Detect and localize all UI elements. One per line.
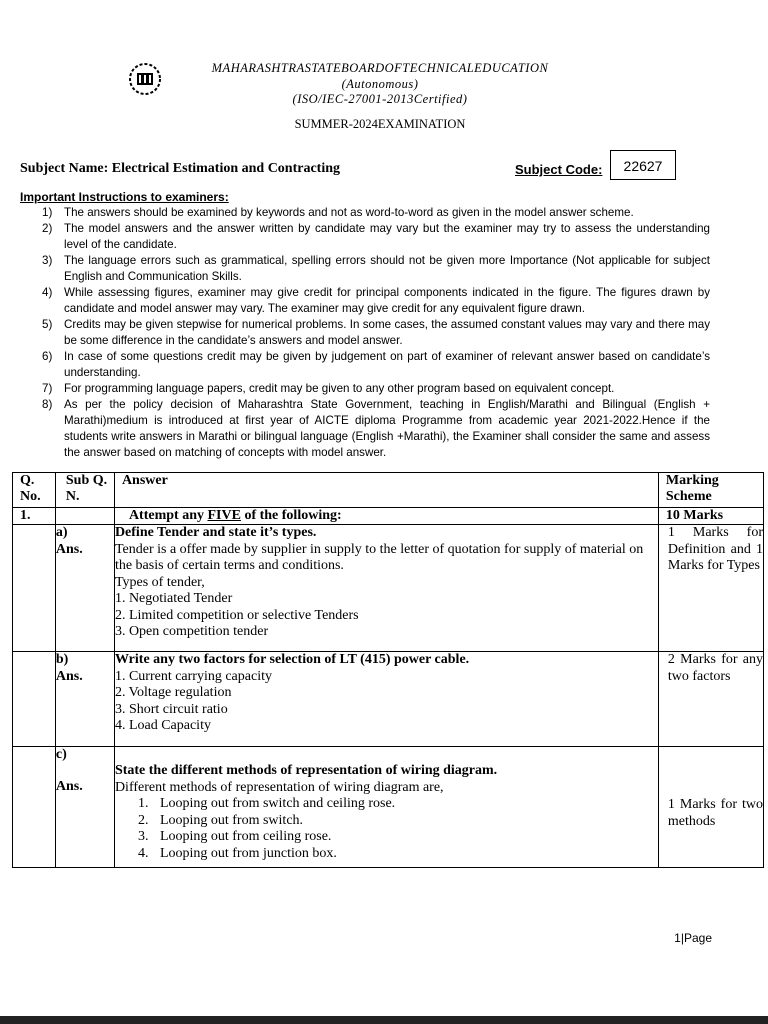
subject-name: Subject Name: Electrical Estimation and Contracting [20, 161, 341, 176]
section-marks: 10 Marks [658, 508, 763, 525]
instruction-item: 6) In case of some questions credit may be given by judgement on part of examiner of relevant answer based on candidate’s understanding. [42, 350, 710, 379]
answer-b: Write any two factors for selection of LT (415) power cable. 1. Current carrying capacity 2. Voltage regulation 3. Short circuit ratio 4. Load Capacity [114, 652, 658, 747]
instruction-item: 1) The answers should be examined by keywords and not as word-to-word as given in the model answer scheme. [42, 206, 634, 219]
list-item: 4. Looping out from junction box. [137, 845, 337, 861]
msbte-logo [128, 62, 162, 96]
instruction-item: 7) For programming language papers, credit may be given to any other program based on equivalent concept. [42, 382, 615, 395]
marking-c: 1 Marks for two methods [658, 747, 763, 868]
list-item: 1. Looping out from switch and ceiling rose. [137, 796, 396, 811]
instruction-item: 5) Credits may be given stepwise for numerical problems. In some cases, the assumed constant values may vary and there may be some difference in the candidate’s answers and model answer. [42, 318, 710, 347]
autonomous-label: (Autonomous) [341, 77, 419, 91]
subject-code-label: Subject Code: [515, 162, 603, 177]
instructions-list [20, 205, 710, 461]
question-b: Write any two factors for selection of LT (415) power cable. [114, 652, 470, 667]
question-row-a [13, 525, 764, 652]
marking-b: 2 Marks for any two factors [658, 652, 763, 747]
marking-a: 1 Marks for Definition and 1 Marks for Types [658, 525, 763, 652]
section-q-no: 1. [13, 508, 56, 525]
sub-label-a: a) Ans. [55, 525, 114, 652]
exam-title: SUMMER-2024EXAMINATION [294, 117, 466, 131]
header-marking: Marking Scheme [658, 473, 763, 508]
answer-a: Define Tender and state it’s types. Tender is a offer made by supplier in supply to the letter of quotation for supply of material on the basis of certain terms and conditions. Types of tender, 1. Negotiated Tender 2. Limited competition or selective Tenders 3. Open competition tender [114, 525, 658, 652]
methods-list [115, 796, 658, 862]
table-header-row [13, 473, 764, 508]
answer-table [12, 472, 764, 868]
question-row-c [13, 747, 764, 868]
sub-label-b: b) Ans. [55, 652, 114, 747]
question-c: State the different methods of representation of wiring diagram. [114, 763, 498, 778]
instruction-item: 8) As per the policy decision of Maharashtra State Government, teaching in English/Marathi and Bilingual (English + Marathi)medium is introduced at first year of AICTE diploma Programme from academic year 2021-2022.Hence if the students write answers in Marathi or bilingual language (English +Marathi), the Examiner shall consider the same and assess the answer based on matching of concepts with model answer. [42, 398, 710, 459]
board-name: MAHARASHTRASTATEBOARDOFTECHNICALEDUCATION [211, 61, 549, 75]
header-answer: Answer [114, 473, 658, 508]
list-item: 3. Looping out from ceiling rose. [137, 829, 332, 844]
question-a: Define Tender and state it’s types. [114, 525, 317, 540]
subject-code-box: 22627 [610, 150, 676, 180]
answer-c: State the different methods of representation of wiring diagram. Different methods of representation of wiring diagram are, 1. Looping out from switch and ceiling rose. 2. Looping out from switch. 3. Looping out from ceiling rose. 4. Looping out from junction box. [114, 747, 658, 868]
instructions-title: Important Instructions to examiners: [20, 190, 229, 204]
header-sub-q: Sub Q. N. [55, 473, 114, 508]
certification-label: (ISO/IEC-27001-2013Certified) [292, 92, 468, 106]
instruction-item: 4) While assessing figures, examiner may give credit for principal components indicated in the figure. The figures drawn by candidate and model answer may vary. The examiner may give credit for any equivalent figure drawn. [42, 286, 710, 315]
section-title: Attempt any FIVE of the following: [114, 508, 658, 525]
list-item: 2. Looping out from switch. [137, 812, 304, 828]
section-row [13, 508, 764, 525]
page-number: 1|Page [674, 931, 712, 945]
sub-label-c: c) Ans. [55, 747, 114, 868]
instruction-item: 3) The language errors such as grammatical, spelling errors should not be given more Importance (Not applicable for subject English and Communication Skills. [42, 254, 710, 283]
bottom-border-bar [0, 1016, 768, 1024]
question-row-b [13, 652, 764, 747]
instruction-item: 2) The model answers and the answer written by candidate may vary but the examiner may try to assess the understanding level of the candidate. [42, 222, 710, 251]
header-q-no: Q. No. [13, 473, 56, 508]
